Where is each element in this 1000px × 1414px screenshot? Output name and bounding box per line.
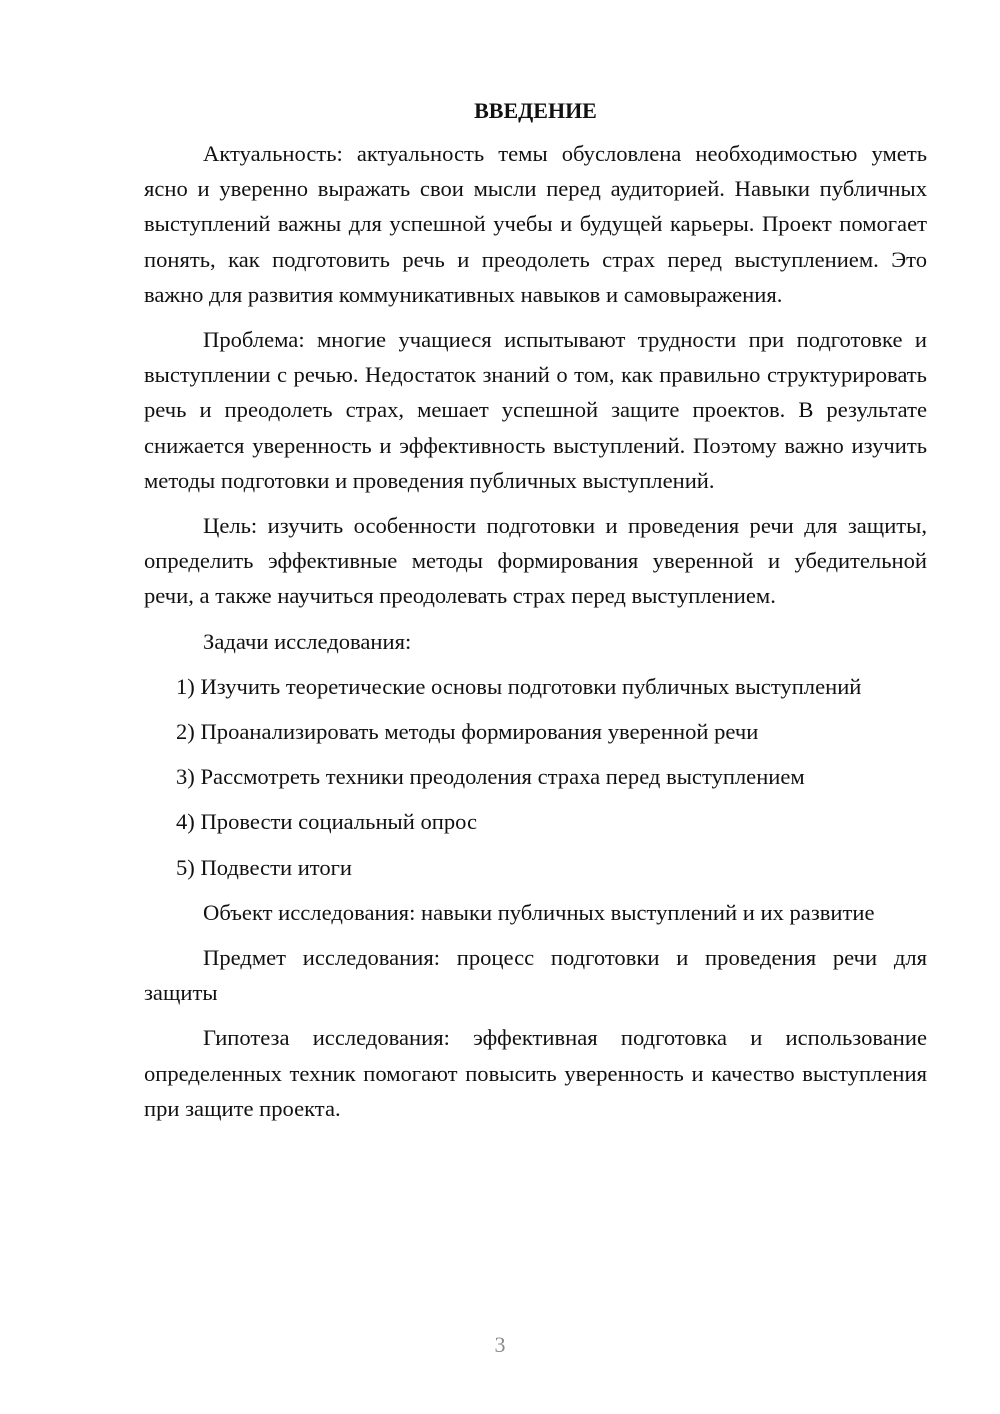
document-body <box>144 96 927 1136</box>
relevance-paragraph: Актуальность: актуальность темы обусловлена необходимостью уметь ясно и уверенно выражать свои мысли перед аудиторией. Навыки публичных выступлений важны для успешной учебы и будущей карьеры. Проект помогает понять, как подготовить речь и преодолеть страх перед выступлением. Это важно для развития коммуникативных навыков и самовыражения. <box>144 141 927 307</box>
task-item-3: 3) Рассмотреть техники преодоления страха перед выступлением <box>176 764 805 790</box>
problem-paragraph: Проблема: многие учащиеся испытывают трудности при подготовке и выступлении с речью. Недостаток знаний о том, как правильно структурировать речь и преодолеть страх, мешает успешной защите проектов. В результате снижается уверенность и эффективность выступлений. Поэтому важно изучить методы подготовки и проведения публичных выступлений. <box>144 327 927 493</box>
subject-paragraph: Предмет исследования: процесс подготовки и проведения речи для защиты <box>144 945 927 1006</box>
tasks-heading: Задачи исследования: <box>203 628 412 654</box>
object-paragraph: Объект исследования: навыки публичных выступлений и их развитие <box>203 899 875 925</box>
tasks-list <box>144 669 927 885</box>
task-item-1: 1) Изучить теоретические основы подготовки публичных выступлений <box>176 673 862 699</box>
section-title: ВВЕДЕНИЕ <box>474 98 597 123</box>
page-number: 3 <box>494 1332 506 1357</box>
task-item-4: 4) Провести социальный опрос <box>176 809 478 835</box>
task-item-5: 5) Подвести итоги <box>176 854 353 880</box>
goal-paragraph: Цель: изучить особенности подготовки и проведения речи для защиты, определить эффективные методы формирования уверенной и убедительной речи, а также научиться преодолевать страх перед выступлением. <box>144 513 927 609</box>
task-item-2: 2) Проанализировать методы формирования уверенной речи <box>176 719 759 745</box>
hypothesis-paragraph: Гипотеза исследования: эффективная подготовка и использование определенных техник помогают повысить уверенность и качество выступления при защите проекта. <box>144 1025 927 1121</box>
